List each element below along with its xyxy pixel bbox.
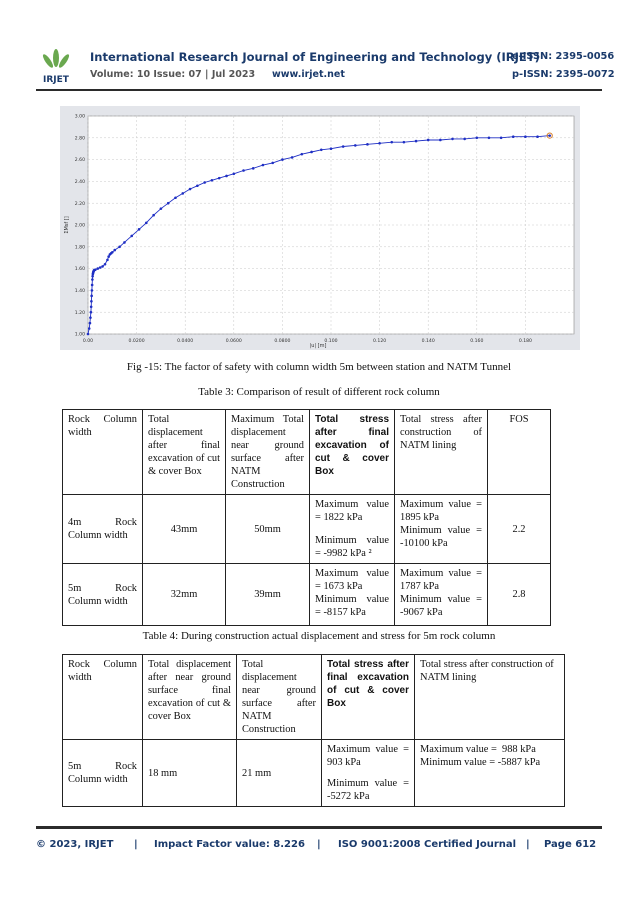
- t4-h-stress-cut: Total stress after final excavation of cut & cover Box: [322, 655, 415, 740]
- fos-chart-svg: [60, 106, 580, 350]
- volume-issue: Volume: 10 Issue: 07 | Jul 2023: [90, 69, 256, 80]
- x-tick-label: 0.0400: [177, 339, 194, 344]
- data-point: [415, 140, 418, 143]
- t3-r1-stress-natm-max: Maximum value = 1895 kPa: [400, 499, 482, 523]
- eissn: e-ISSN: 2395-0056: [512, 51, 615, 62]
- footer-iso: ISO 9001:2008 Certified Journal: [338, 839, 517, 850]
- t4-r1-disp-cut: 18 mm: [143, 740, 237, 807]
- y-axis-label: ΣMsf []: [64, 216, 70, 234]
- data-point: [488, 137, 491, 140]
- t3-r1-stress-cut: [310, 495, 395, 564]
- data-point: [174, 196, 177, 199]
- data-point: [104, 263, 107, 266]
- t4-h-disp-cut: Total displacement after near ground surface final excavation of cut & cover Box: [143, 655, 237, 740]
- t3-r2-fos: 2.8: [488, 564, 551, 626]
- data-point: [203, 181, 206, 184]
- table-row: [63, 564, 551, 626]
- t3-r1-width: 4m Rock Column width: [63, 495, 143, 564]
- data-point: [378, 142, 381, 145]
- footer-copyright: © 2023, IRJET: [36, 839, 114, 850]
- t3-r2-width: 5m Rock Column width: [63, 564, 143, 626]
- t4-r1-disp-natm: 21 mm: [237, 740, 322, 807]
- data-point: [167, 202, 170, 205]
- data-point: [113, 249, 116, 252]
- data-point: [427, 139, 430, 142]
- x-tick-label: 0.160: [470, 339, 484, 344]
- data-point: [145, 222, 148, 225]
- data-point: [123, 241, 126, 244]
- data-point: [354, 144, 357, 147]
- y-tick-label: 2.60: [74, 158, 85, 164]
- y-tick-label: 1.40: [74, 289, 85, 294]
- table3-caption: Table 3: Comparison of result of different rock column: [198, 386, 440, 398]
- y-tick-label: 1.00: [74, 332, 85, 338]
- data-point: [366, 143, 369, 146]
- data-point: [111, 251, 114, 254]
- t3-r1-disp-cut: 43mm: [143, 495, 226, 564]
- t4-r1-stress-cut: [322, 740, 415, 807]
- t4-h-stress-natm: Total stress after construction of NATM lining: [415, 655, 565, 740]
- data-point: [320, 148, 323, 151]
- data-point: [107, 255, 110, 258]
- data-point: [524, 135, 527, 138]
- t3-r2-disp-cut: 32mm: [143, 564, 226, 626]
- data-point: [390, 141, 393, 144]
- data-point: [189, 188, 192, 191]
- data-point: [439, 139, 442, 142]
- data-point: [196, 184, 199, 187]
- data-point: [500, 137, 503, 140]
- header-rule: [36, 89, 602, 91]
- data-point: [90, 311, 93, 314]
- pissn: p-ISSN: 2395-0072: [512, 69, 615, 80]
- data-point: [130, 235, 133, 238]
- data-point: [476, 137, 479, 140]
- website: www.irjet.net: [272, 69, 345, 80]
- data-point: [118, 246, 121, 249]
- footer-impact: Impact Factor value: 8.226: [154, 839, 305, 850]
- data-point: [291, 156, 294, 159]
- data-point: [87, 333, 90, 336]
- journal-title: International Research Journal of Engineering and Technology (IRJET): [90, 50, 540, 64]
- x-tick-label: 0.140: [421, 339, 435, 344]
- t3-h-fos: FOS: [488, 410, 551, 495]
- data-point: [89, 316, 92, 319]
- t3-h-stress-natm: Total stress after construction of NATM lining: [395, 410, 488, 495]
- t4-r1-stress-cut-max: Maximum value = 903 kPa: [327, 744, 409, 768]
- y-tick-label: 1.60: [74, 267, 85, 273]
- t4-h-disp-natm: Total displacement near ground surface after NATM Construction: [237, 655, 322, 740]
- t3-r2-stress-natm-min: Minimum value = -9067 kPa: [400, 594, 482, 618]
- t3-h-disp-cut: Total displacement after final excavation of cut & cover Box: [143, 410, 226, 495]
- data-point: [252, 167, 255, 170]
- data-point: [301, 153, 304, 156]
- y-tick-label: 2.00: [74, 223, 85, 229]
- data-point: [94, 268, 97, 271]
- footer-sep-2: |: [317, 839, 321, 850]
- data-point: [106, 259, 109, 262]
- t4-r1-stress-cut-min: Minimum value = -5272 kPa: [327, 778, 409, 802]
- t3-h-disp-natm: Maximum Total displacement near ground surface after NATM Construction: [226, 410, 310, 495]
- data-point: [451, 138, 454, 141]
- t4-r1-stress-natm-min: Minimum value = -5887 kPa: [420, 757, 541, 768]
- figure-caption: Fig -15: The factor of safety with column width 5m between station and NATM Tunnel: [126, 361, 512, 373]
- t4-r1-stress-natm-max: Maximum value = 988 kPa: [420, 744, 536, 755]
- x-tick-label: 0.0600: [225, 339, 242, 344]
- data-point: [181, 192, 184, 195]
- data-point: [90, 300, 93, 303]
- x-tick-label: 0.0200: [128, 339, 145, 344]
- footer-sep-1: |: [134, 839, 138, 850]
- data-point: [91, 278, 94, 281]
- data-point: [225, 175, 228, 178]
- table-row: [63, 740, 565, 807]
- table4-header-row: [63, 655, 565, 740]
- data-point: [330, 147, 333, 150]
- table3: [62, 409, 551, 626]
- t4-r1-stress-natm: [415, 740, 565, 807]
- t3-r1-stress-cut-min: Minimum value = -9982 kPa ²: [315, 535, 389, 559]
- t3-r2-stress-natm-max: Maximum value = 1787 kPa: [400, 568, 482, 592]
- x-axis-label: |u| [m]: [309, 343, 327, 349]
- data-point: [90, 295, 93, 298]
- data-point: [403, 141, 406, 144]
- data-point: [548, 134, 551, 137]
- footer-sep-3: |: [526, 839, 530, 850]
- t3-r1-disp-natm: 50mm: [226, 495, 310, 564]
- data-point: [152, 214, 155, 217]
- t3-r1-stress-natm: [395, 495, 488, 564]
- t4-r1-width: 5m Rock Column width: [63, 740, 143, 807]
- data-point: [242, 169, 245, 172]
- table4: [62, 654, 565, 807]
- fos-chart: [60, 106, 580, 350]
- data-point: [262, 164, 265, 167]
- data-point: [101, 265, 104, 268]
- data-point: [211, 179, 214, 182]
- data-point: [89, 322, 92, 325]
- t3-h-stress-cut: Total stress after final excavation of cut & cover Box: [310, 410, 395, 495]
- data-point: [342, 145, 345, 148]
- x-tick-label: 0.100: [324, 339, 338, 344]
- t3-r1-stress-natm-min: Minimum value = -10100 kPa: [400, 525, 482, 549]
- data-point: [271, 162, 274, 165]
- irjet-logo: [36, 46, 76, 86]
- x-tick-label: 0.0800: [274, 339, 291, 344]
- y-tick-label: 2.80: [74, 136, 85, 142]
- t3-r1-stress-cut-max: Maximum value = 1822 kPa: [315, 499, 389, 523]
- t3-r2-stress-cut-max: Maximum value = 1673 kPa: [315, 568, 389, 592]
- t3-r2-stress-cut-min: Minimum value = -8157 kPa: [315, 594, 389, 618]
- t3-r2-stress-natm: [395, 564, 488, 626]
- t3-r1-fos: 2.2: [488, 495, 551, 564]
- data-point: [233, 172, 236, 175]
- t3-h-width: Rock Column width: [63, 410, 143, 495]
- x-tick-label: 0.180: [518, 339, 532, 344]
- y-tick-label: 1.20: [74, 310, 85, 316]
- y-tick-label: 2.40: [74, 180, 85, 185]
- table-row: [63, 495, 551, 564]
- t3-r2-stress-cut: [310, 564, 395, 626]
- data-point: [96, 267, 99, 270]
- data-point: [138, 228, 141, 231]
- data-point: [463, 138, 466, 141]
- x-tick-label: 0.120: [373, 339, 387, 344]
- t4-h-width: Rock Column width: [63, 655, 143, 740]
- y-tick-label: 1.80: [74, 245, 85, 251]
- table4-caption: Table 4: During construction actual displacement and stress for 5m rock column: [142, 630, 496, 642]
- y-tick-label: 2.20: [74, 201, 85, 207]
- data-point: [91, 284, 94, 287]
- data-point: [160, 207, 163, 210]
- y-tick-label: 3.00: [74, 114, 85, 120]
- logo-text: IRJET: [43, 75, 69, 85]
- data-point: [281, 158, 284, 161]
- data-point: [88, 327, 91, 330]
- footer-rule: [36, 826, 602, 829]
- data-point: [536, 135, 539, 138]
- x-tick-label: 0.00: [82, 339, 94, 344]
- footer-page: Page 612: [544, 839, 597, 850]
- data-point: [99, 266, 102, 269]
- data-point: [90, 305, 93, 308]
- data-point: [91, 289, 94, 292]
- data-point: [310, 151, 313, 154]
- table3-header-row: [63, 410, 551, 495]
- data-point: [218, 177, 221, 180]
- t3-r2-disp-natm: 39mm: [226, 564, 310, 626]
- data-point: [512, 135, 515, 138]
